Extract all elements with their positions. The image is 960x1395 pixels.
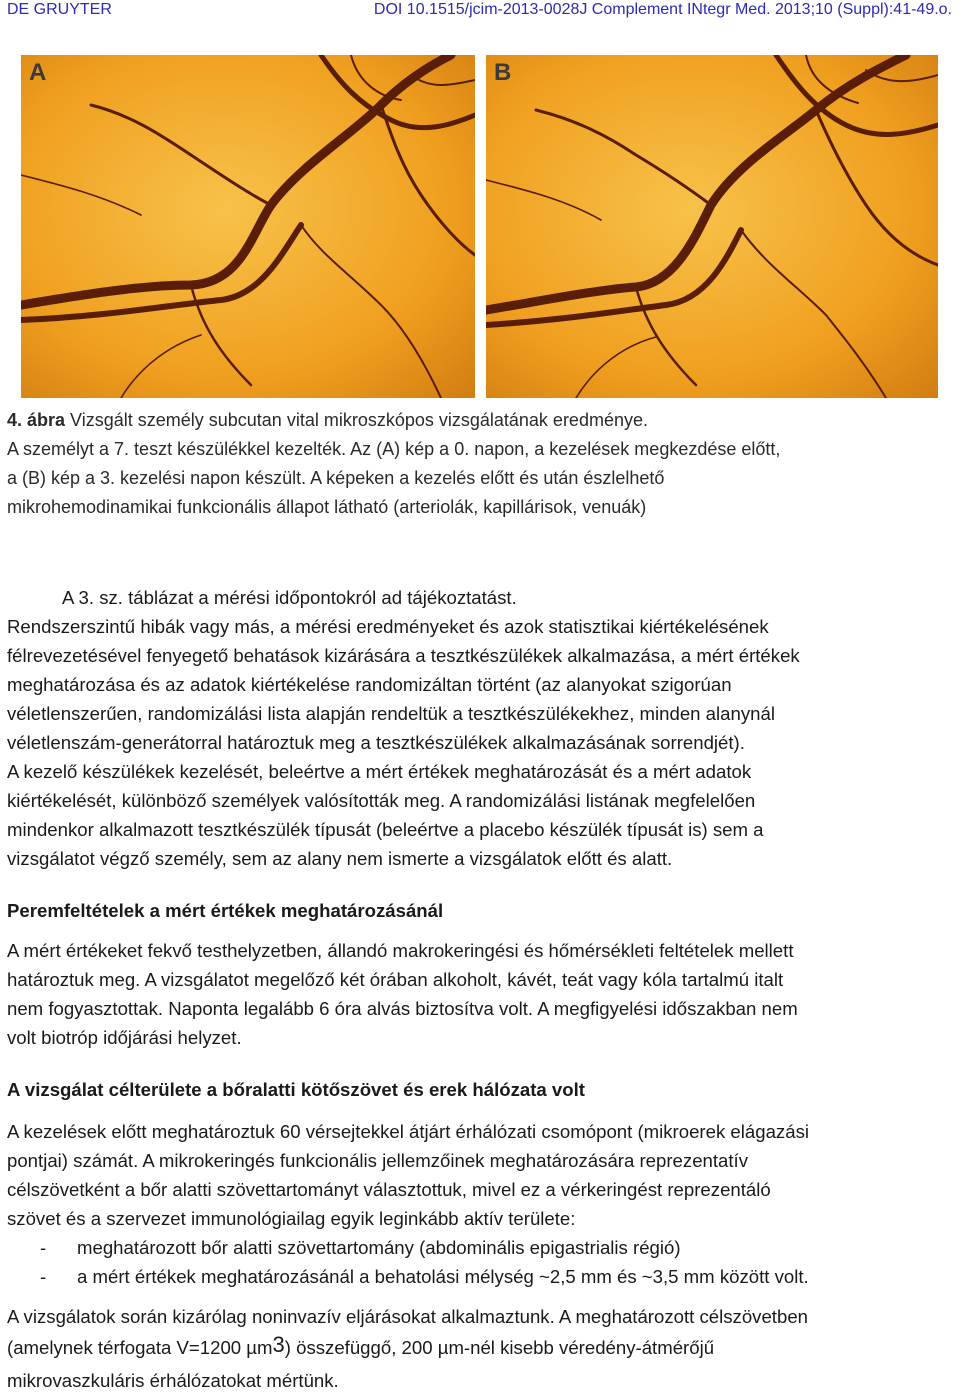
list-item-text: meghatározott bőr alatti szövettartomány (abdominális epigastrialis régió) xyxy=(77,1237,681,1258)
paragraph-methods-volume xyxy=(7,1333,953,1362)
paragraph-methods-end: mikrovaszkuláris érhálózatokat mértünk. xyxy=(7,1370,339,1391)
superscript-exponent: 3 xyxy=(272,1332,285,1357)
publisher-name: DE GRUYTER xyxy=(7,1,112,18)
paragraph-methods: A vizsgálatok során kizárólag noninvazív eljárásokat alkalmaztunk. A meghatározott célszövetben xyxy=(7,1306,809,1327)
volume-text-after: ) összefüggő, 200 µm-nél kisebb véredény-átmérőjű xyxy=(284,1337,715,1358)
figure-label: 4. ábra xyxy=(7,410,66,430)
figure-caption-text: Vizsgált személy subcutan vital mikroszkópos vizsgálatának eredménye. A személyt a 7. teszt készülékkel kezelték. Az (A) kép a 0. napon, a kezelések megkezdése előtt, a (B) kép a 3. kezelési napon készült. A képeken a kezelés előtt és után észlelhető mikrohemodinamikai funkcionális állapot látható (arteriolák, kapillárisok, venuák) xyxy=(7,410,781,517)
panel-a-label: A xyxy=(29,59,47,86)
list-dash: - xyxy=(40,1266,47,1287)
panel-b-label: B xyxy=(494,59,512,86)
doi-reference: DOI 10.1515/jcim-2013-0028J Complement INtegr Med. 2013;10 (Suppl):41-49.o. xyxy=(373,1,952,18)
section-heading-conditions: Peremfeltételek a mért értékek meghatározásánál xyxy=(7,900,444,921)
list-item-text: a mért értékek meghatározásánál a behatolási mélység ~2,5 mm és ~3,5 mm között volt. xyxy=(77,1266,809,1287)
figure-caption xyxy=(7,406,953,522)
microscopy-image-a xyxy=(21,55,475,398)
table-reference-note: A 3. sz. táblázat a mérési időpontokról ad tájékoztatást. xyxy=(62,587,517,608)
section-heading-target-area: A vizsgálat célterülete a bőralatti kötőszövet és erek hálózata volt xyxy=(7,1079,585,1100)
paragraph-randomization: Rendszerszintű hibák vagy más, a mérési eredményeket és azok statisztikai kiértékelésének félrevezetésével fenyegető behatások kizárására a tesztkészülékek alkalmazása, a mért értékek meghatározása és az adatok kiértékelése randomizáltan történt (az alanyokat szigorúan véletlenszerűen, randomizálási lista alapján rendeltük a tesztkészülékekhez, minden alanynál véletlenszám-generátorral határoztuk meg a tesztkészülékek alkalmazásának sorrendjét). A kezelő készülékek kezelését, beleértve a mért értékek meghatározását és a mért adatok kiértékelését, különböző személyek valósították meg. A randomizálási listának megfelelően mindenkor alkalmazott tesztkészülék típusát (beleértve a placebo készülék típusát is) sem a vizsgálatot végző személy, sem az alany nem ismerte a vizsgálatok előtt és alatt. xyxy=(7,616,800,869)
paragraph-target-area: A kezelések előtt meghatároztuk 60 vérsejtekkel átjárt érhálózati csomópont (mikroerek elágazási pontjai) számát. A mikrokeringés funkcionális jellemzőinek meghatározására reprezentatív célszövetként a bőr alatti szövettartományt választottuk, mivel ez a vérkeringést reprezentáló szövet és a szervezet immunológiailag egyik leginkább aktív területe: xyxy=(7,1121,809,1229)
paragraph-conditions: A mért értékeket fekvő testhelyzetben, állandó makrokeringési és hőmérsékleti feltételek mellett határoztuk meg. A vizsgálatot megelőző két órában alkoholt, kávét, teát vagy kóla tartalmú italt nem fogyasztottak. Naponta legalább 6 óra alvás biztosítva volt. A megfigyelési időszakban nem volt biotróp időjárási helyzet. xyxy=(7,940,798,1048)
list-dash: - xyxy=(40,1237,47,1258)
page-header xyxy=(7,0,952,22)
volume-text-before: (amelynek térfogata V=1200 µm xyxy=(7,1337,273,1358)
microscopy-image-b xyxy=(486,55,938,398)
